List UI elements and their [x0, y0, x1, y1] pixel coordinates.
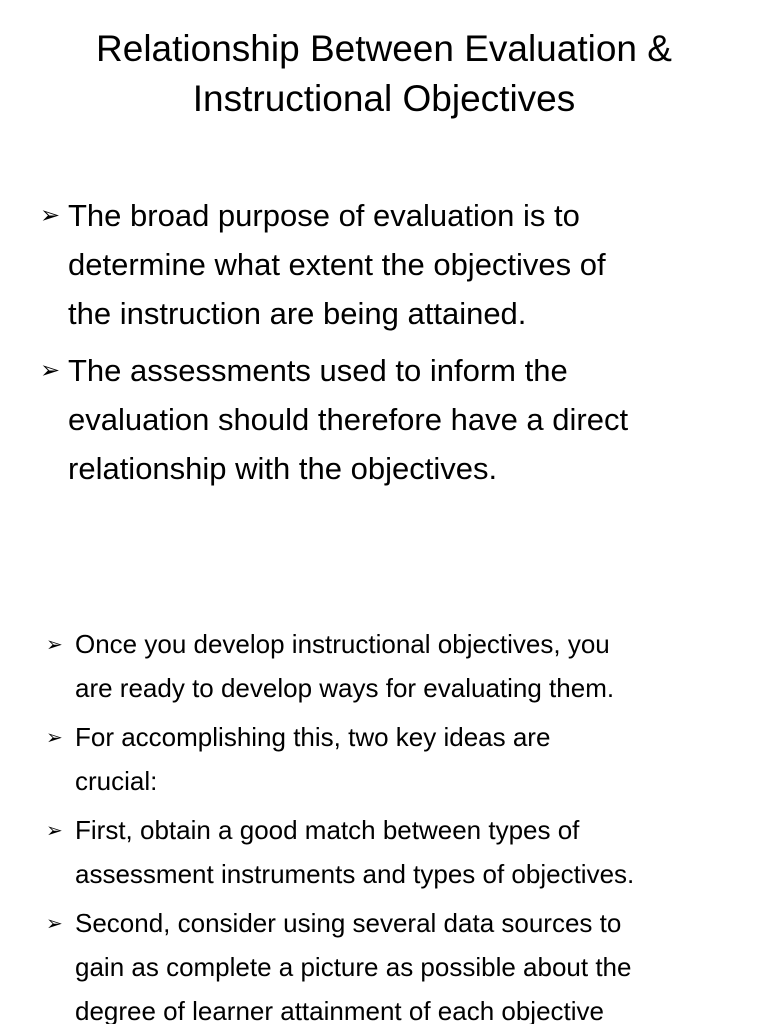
evaluation-bullet-list — [46, 622, 746, 1024]
arrow-bullet-icon: ➢ — [46, 818, 63, 842]
list-item — [46, 901, 746, 1024]
line: First, obtain a good match between types of — [75, 815, 580, 845]
list-item — [40, 191, 740, 338]
line: relationship with the objectives. — [68, 451, 498, 486]
list-item — [46, 715, 746, 803]
line: evaluation should therefore have a direct — [68, 402, 629, 437]
line: assessment instruments and types of objectives. — [75, 859, 635, 889]
line: crucial: — [75, 766, 158, 796]
title-line-1: Relationship Between Evaluation & — [96, 28, 672, 69]
arrow-bullet-icon: ➢ — [46, 725, 63, 749]
arrow-bullet-icon: ➢ — [40, 356, 61, 384]
list-item — [46, 622, 746, 710]
title-line-2: Instructional Objectives — [192, 78, 576, 119]
line: For accomplishing this, two key ideas are — [75, 722, 551, 752]
line: the instruction are being attained. — [68, 296, 527, 331]
list-item — [40, 346, 740, 493]
list-item — [46, 808, 746, 896]
line: gain as complete a picture as possible about the — [75, 952, 632, 982]
line: degree of learner attainment of each objective — [75, 996, 605, 1024]
arrow-bullet-icon: ➢ — [40, 201, 61, 229]
line: determine what extent the objectives of — [68, 247, 606, 282]
line: are ready to develop ways for evaluating them. — [75, 673, 615, 703]
objectives-bullet-list — [40, 191, 740, 501]
arrow-bullet-icon: ➢ — [46, 911, 63, 935]
line: The broad purpose of evaluation is to — [68, 198, 580, 233]
line: Second, consider using several data sources to — [75, 908, 622, 938]
page-title — [0, 24, 768, 124]
arrow-bullet-icon: ➢ — [46, 632, 63, 656]
line: Once you develop instructional objectives, you — [75, 629, 610, 659]
line: The assessments used to inform the — [68, 353, 568, 388]
